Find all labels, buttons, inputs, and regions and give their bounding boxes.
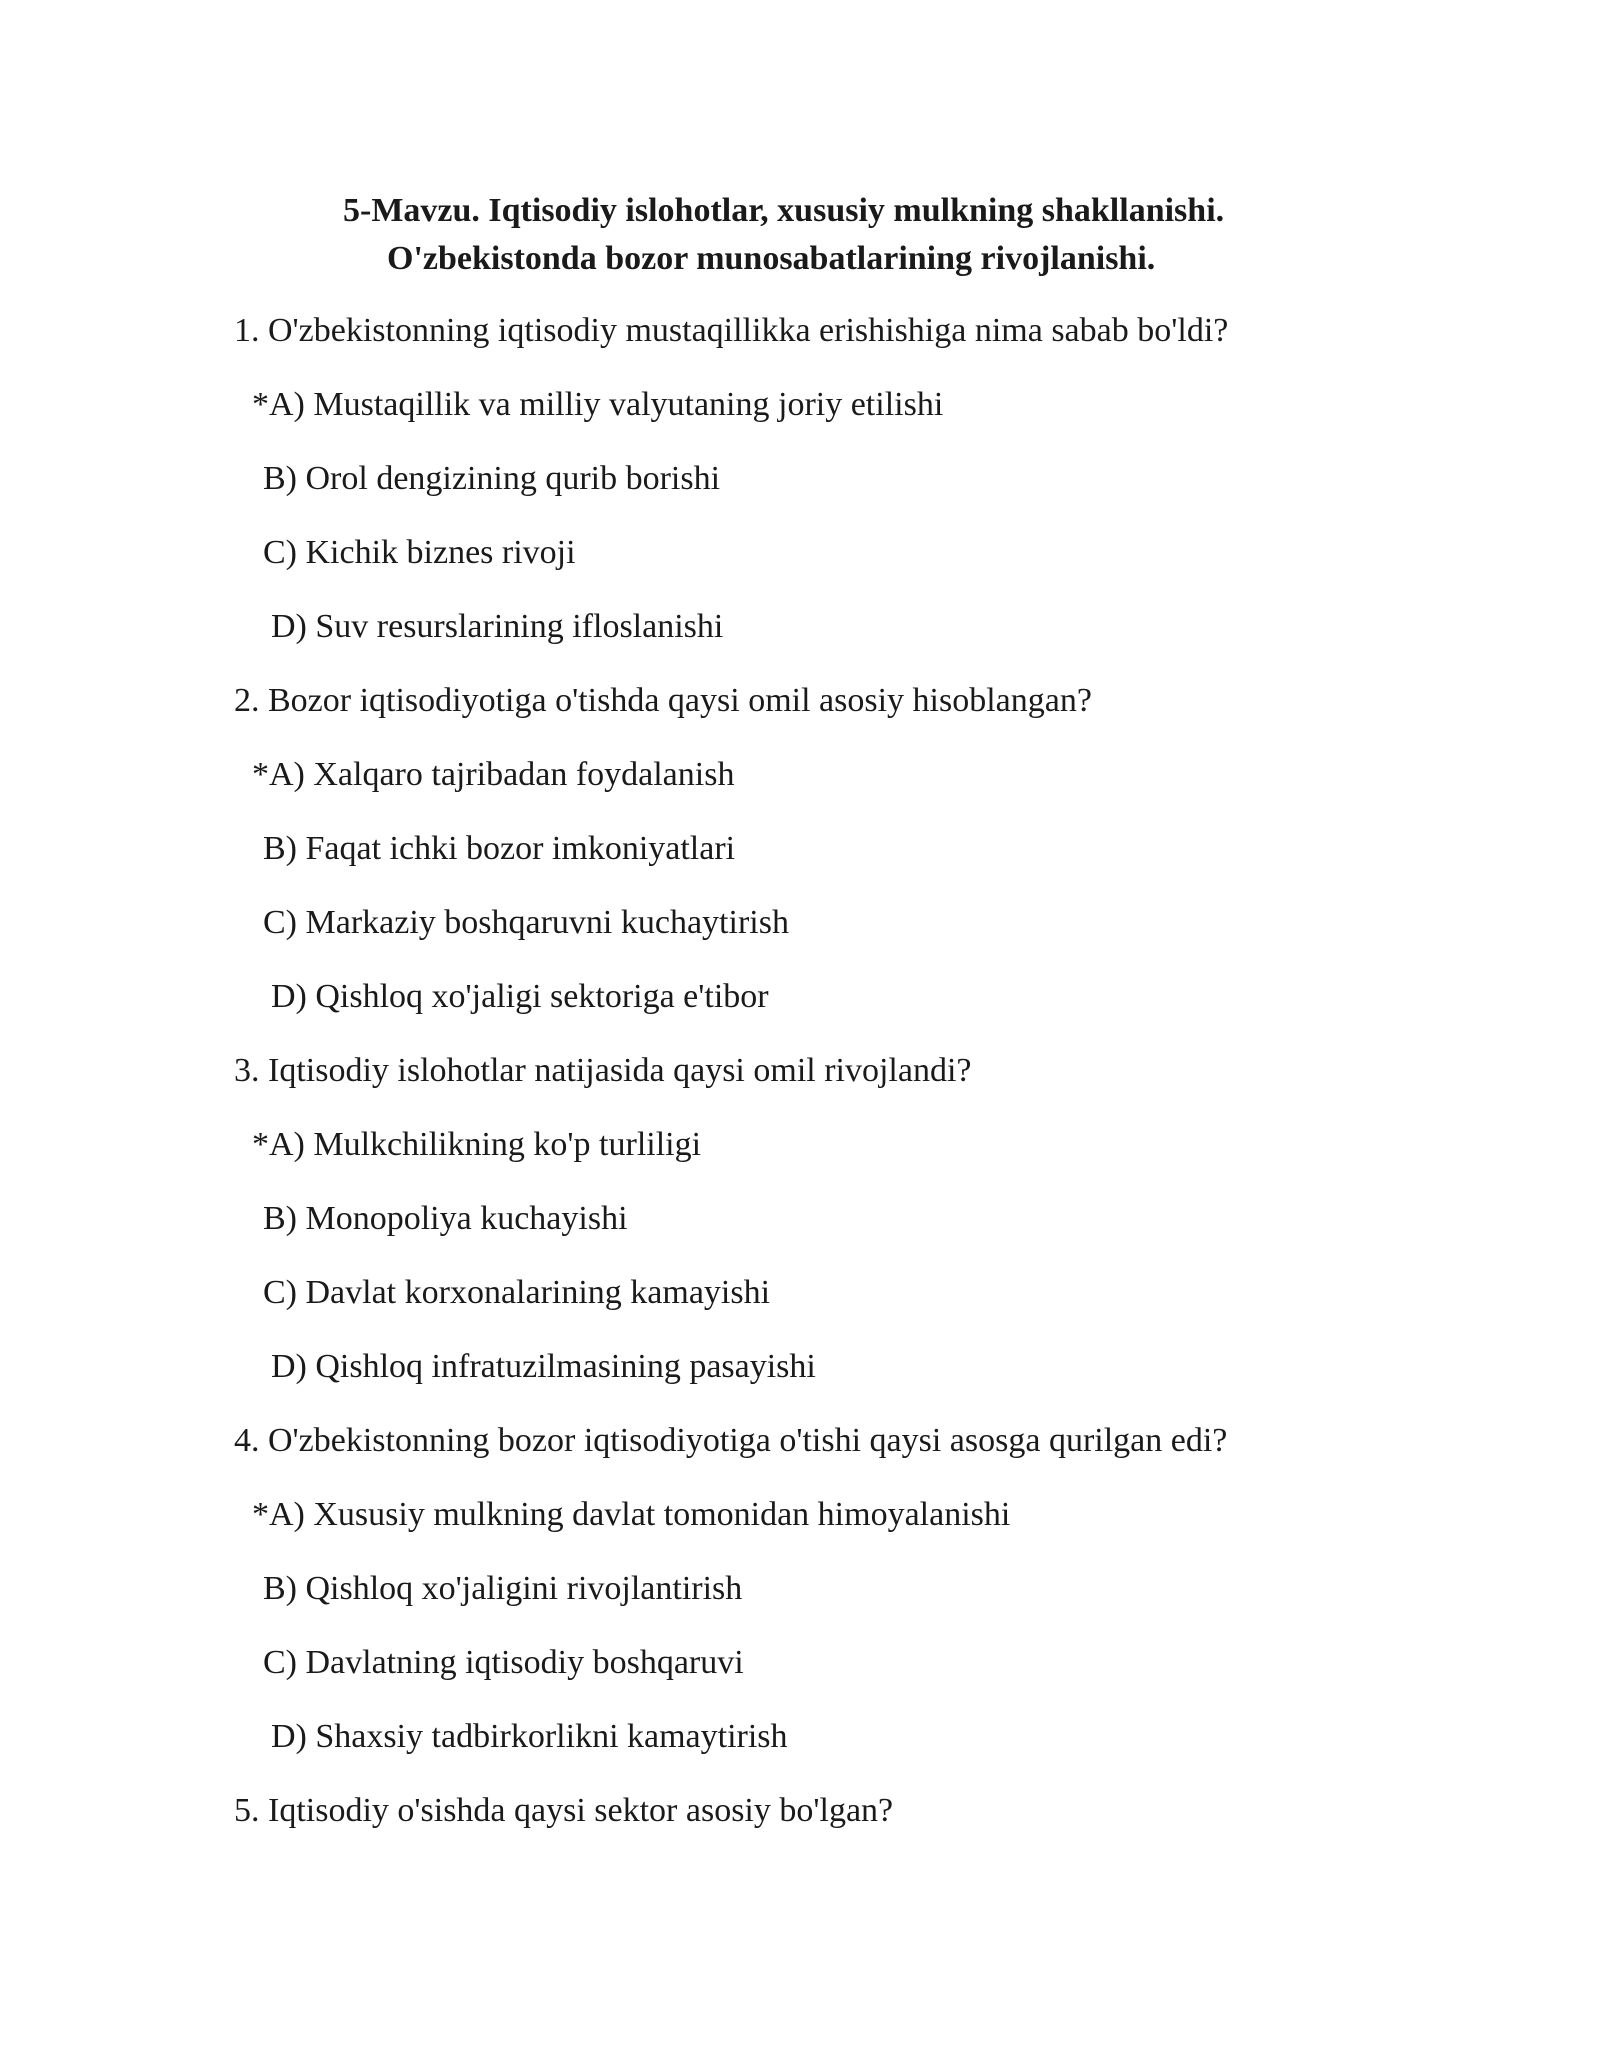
question-1-option-c: C) Kichik biznes rivoji — [263, 534, 576, 571]
question-1: 1. O'zbekistonning iqtisodiy mustaqillikka erishishiga nima sabab bo'ldi? — [234, 312, 1229, 349]
question-5: 5. Iqtisodiy o'sishda qaysi sektor asosiy bo'lgan? — [234, 1792, 894, 1829]
question-3-option-a: *A) Mulkchilikning ko'p turliligi — [252, 1126, 702, 1163]
question-2-option-b: B) Faqat ichki bozor imkoniyatlari — [263, 830, 736, 867]
question-2-option-a: *A) Xalqaro tajribadan foydalanish — [252, 756, 735, 793]
question-3-option-b: B) Monopoliya kuchayishi — [263, 1200, 628, 1237]
question-3-option-d: D) Qishloq infratuzilmasining pasayishi — [271, 1348, 816, 1385]
question-4-option-b: B) Qishloq xo'jaligini rivojlantirish — [263, 1570, 743, 1607]
page-title-line-1: 5-Mavzu. Iqtisodiy islohotlar, xususiy mulkning shakllanishi. — [343, 192, 1225, 229]
question-4-option-c: C) Davlatning iqtisodiy boshqaruvi — [263, 1644, 744, 1681]
question-3-option-c: C) Davlat korxonalarining kamayishi — [263, 1274, 771, 1311]
question-4: 4. O'zbekistonning bozor iqtisodiyotiga o'tishi qaysi asosga qurilgan edi? — [234, 1422, 1228, 1459]
question-1-option-a: *A) Mustaqillik va milliy valyutaning joriy etilishi — [252, 386, 944, 423]
page-title-line-2: O'zbekistonda bozor munosabatlarining rivojlanishi. — [387, 240, 1156, 277]
question-2: 2. Bozor iqtisodiyotiga o'tishda qaysi omil asosiy hisoblangan? — [234, 682, 1092, 719]
question-2-option-c: C) Markaziy boshqaruvni kuchaytirish — [263, 904, 789, 941]
question-2-option-d: D) Qishloq xo'jaligi sektoriga e'tibor — [271, 978, 769, 1015]
question-4-option-a: *A) Xususiy mulkning davlat tomonidan himoyalanishi — [252, 1496, 1011, 1533]
question-3: 3. Iqtisodiy islohotlar natijasida qaysi omil rivojlandi? — [234, 1052, 972, 1089]
question-4-option-d: D) Shaxsiy tadbirkorlikni kamaytirish — [271, 1718, 788, 1755]
question-1-option-b: B) Orol dengizining qurib borishi — [263, 460, 721, 497]
question-1-option-d: D) Suv resurslarining ifloslanishi — [271, 608, 724, 645]
